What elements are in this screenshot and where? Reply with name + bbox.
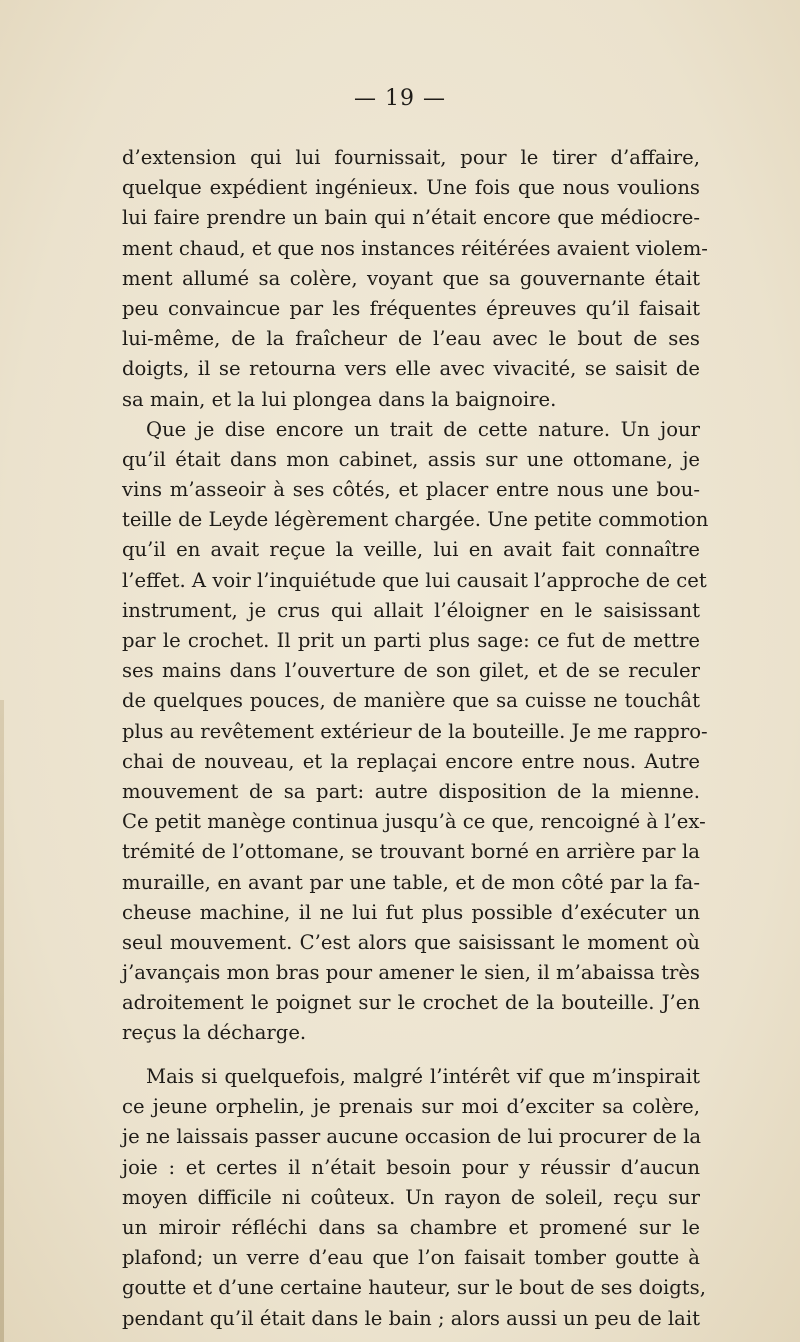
text-line: de quelques pouces, de manière que sa cuisse ne touchât	[122, 689, 700, 713]
page-edge-shadow	[0, 700, 4, 1342]
text-line: Que je dise encore un trait de cette nature. Un jour	[146, 417, 700, 441]
text-line: doigts, il se retourna vers elle avec vivacité, se saisit de	[122, 357, 700, 381]
text-line: sa main, et la lui plongea dans la baignoire.	[122, 387, 557, 411]
text-line: plafond; un verre d’eau que l’on faisait tomber goutte à	[122, 1246, 700, 1270]
text-line: joie : et certes il n’était besoin pour y réussir d’aucun	[122, 1155, 700, 1179]
text-line: moyen difficile ni coûteux. Un rayon de soleil, reçu sur	[122, 1185, 700, 1209]
text-line: muraille, en avant par une table, et de mon côté par la fa-	[122, 870, 700, 894]
text-line: plus au revêtement extérieur de la bouteille. Je me rappro-	[122, 719, 708, 743]
text-body	[122, 143, 709, 1049]
text-line: lui faire prendre un bain qui n’était encore que médiocre-	[122, 206, 700, 230]
text-line: goutte et d’une certaine hauteur, sur le bout de ses doigts,	[122, 1276, 706, 1300]
text-line: adroitement le poignet sur le crochet de la bouteille. J’en	[122, 991, 700, 1015]
text-line: ses mains dans l’ouverture de son gilet, et de se reculer	[122, 659, 700, 683]
text-line: ment allumé sa colère, voyant que sa gouvernante était	[122, 266, 700, 290]
page-number: — 19 —	[354, 86, 446, 111]
text-line: peu convaincue par les fréquentes épreuves qu’il faisait	[122, 296, 700, 320]
text-line: seul mouvement. C’est alors que saisissant le moment où	[122, 930, 700, 954]
text-line: qu’il était dans mon cabinet, assis sur une ottomane, je	[122, 447, 700, 471]
text-line: Ce petit manège continua jusqu’à ce que, rencoigné à l’ex-	[122, 810, 706, 834]
text-line: quelque expédient ingénieux. Une fois que nous voulions	[122, 176, 700, 200]
text-line: je ne laissais passer aucune occasion de lui procurer de la	[122, 1125, 702, 1149]
text-line: ment chaud, et que nos instances réitérées avaient violem-	[122, 236, 708, 260]
text-line: reçus la décharge.	[122, 1021, 307, 1045]
text-line: teille de Leyde légèrement chargée. Une petite commotion	[122, 508, 709, 532]
text-line: vins m’asseoir à ses côtés, et placer entre nous une bou-	[122, 478, 700, 502]
text-body-continued	[122, 1062, 706, 1334]
text-line: Mais si quelquefois, malgré l’intérêt vif que m’inspirait	[146, 1065, 700, 1088]
text-line: j’avançais mon bras pour amener le sien, il m’abaissa très	[122, 961, 700, 985]
text-line: un miroir réfléchi dans sa chambre et promené sur le	[122, 1215, 700, 1239]
text-line: ce jeune orphelin, je prenais sur moi d’exciter sa colère,	[122, 1095, 700, 1119]
text-line: cheuse machine, il ne lui fut plus possible d’exécuter un	[122, 900, 700, 924]
text-line: l’effet. A voir l’inquiétude que lui causait l’approche de cet	[122, 568, 707, 592]
text-line: d’extension qui lui fournissait, pour le tirer d’affaire,	[122, 146, 700, 169]
text-line: instrument, je crus qui allait l’éloigner en le saisissant	[122, 598, 700, 622]
text-line: mouvement de sa part: autre disposition de la mienne.	[122, 779, 700, 803]
text-line: lui-même, de la fraîcheur de l’eau avec le bout de ses	[122, 327, 700, 351]
text-line: pendant qu’il était dans le bain ; alors aussi un peu de lait	[122, 1306, 700, 1330]
text-line: chai de nouveau, et la replaçai encore entre nous. Autre	[122, 749, 700, 773]
text-line: par le crochet. Il prit un parti plus sage: ce fut de mettre	[122, 629, 700, 652]
text-line: qu’il en avait reçue la veille, lui en avait fait connaître	[122, 538, 700, 562]
text-line: trémité de l’ottomane, se trouvant borné en arrière par la	[122, 840, 700, 864]
